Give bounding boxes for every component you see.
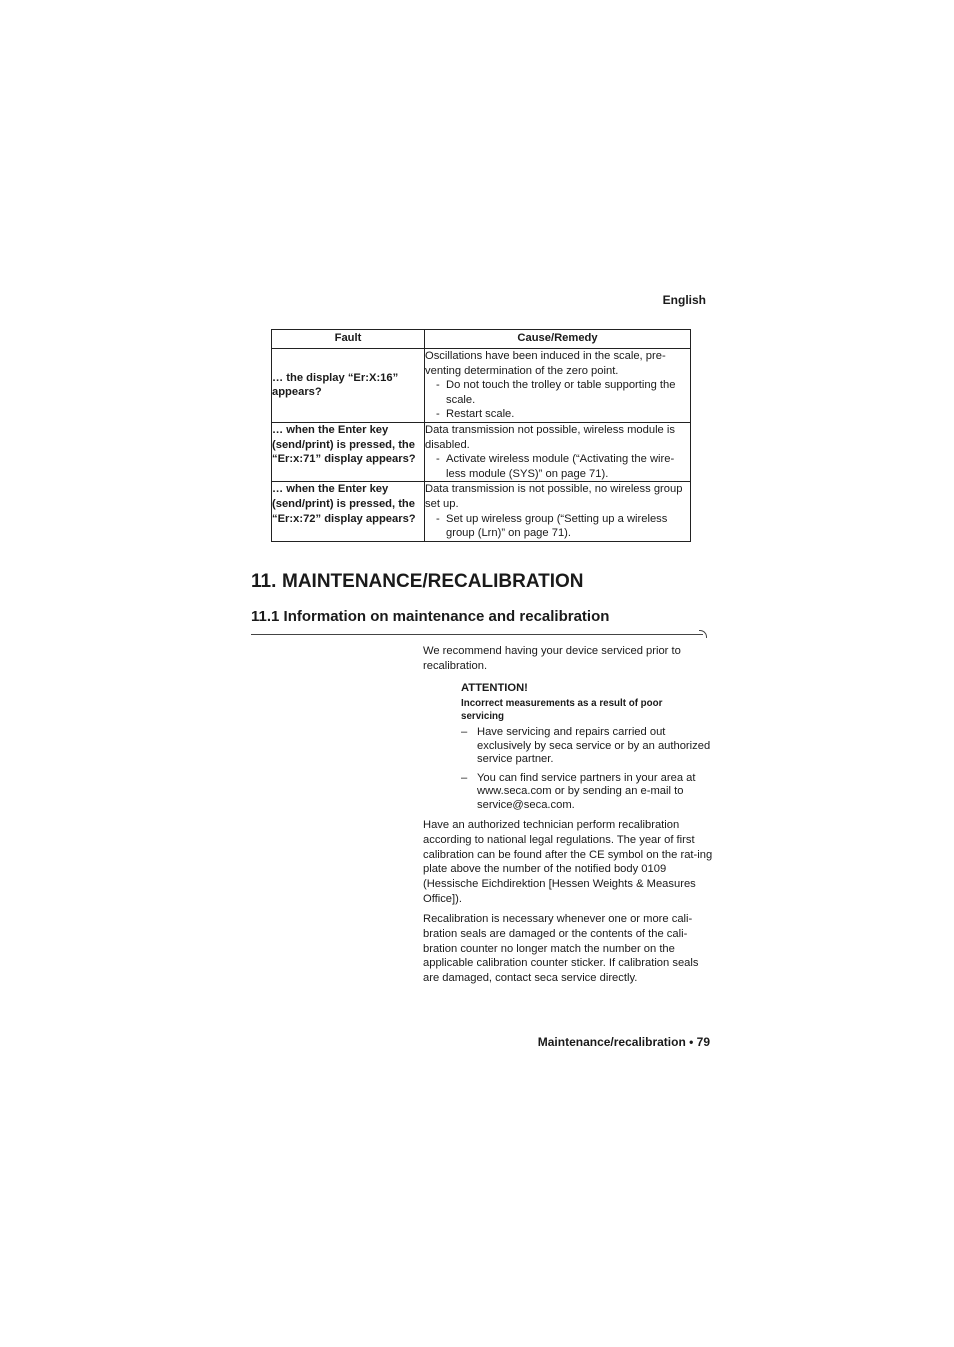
language-label: English bbox=[662, 293, 706, 307]
table-header-row bbox=[272, 330, 691, 349]
section-heading bbox=[251, 571, 584, 593]
cause-text: Oscillations have been induced in the scale, pre-venting determination of the zero point. bbox=[425, 350, 666, 377]
fault-cell bbox=[272, 482, 425, 541]
key-name: send/print bbox=[275, 497, 330, 510]
attention-subtitle: Incorrect measurements as a result of poor servicing bbox=[461, 698, 663, 722]
cause-cell bbox=[425, 482, 691, 541]
remedy-text: Do not touch the trolley or table supporting the scale. bbox=[446, 379, 676, 406]
cause-text: Data transmission not possible, wireless module is disabled. bbox=[425, 423, 675, 451]
remedy-item bbox=[425, 452, 690, 481]
key-name: send/print bbox=[275, 438, 330, 451]
fault-text: ) is pressed, the “Er:x:71” display appears? bbox=[272, 438, 416, 466]
remedy-text: Set up wireless group (“Setting up a wireless group (Lrn)” on page 71). bbox=[446, 512, 668, 540]
table-row bbox=[272, 349, 691, 423]
remedy-text: Activate wireless module (“Activating the wire-less module (SYS)” on page 71). bbox=[446, 453, 675, 480]
section-title: MAINTENANCE/RECALIBRATION bbox=[282, 571, 584, 592]
remedy-item bbox=[425, 378, 690, 407]
fault-table bbox=[271, 329, 691, 542]
list-item bbox=[461, 772, 713, 813]
technician-paragraph: Have an authorized technician perform recalibration according to national legal regulations. The year of first calibration can be found after the CE symbol on the rat-ing plate above the number of the notified body 0109 (Hessische Eichdirektion [Hessen Weights & Measures Office]). bbox=[423, 819, 713, 905]
page-footer: Maintenance/recalibration • 79 bbox=[537, 1035, 710, 1049]
list-item-text: You can find service partners in your area at www.seca.com or by sending an e-mail to service@seca.com. bbox=[477, 771, 696, 811]
bullet-mark: - bbox=[436, 512, 440, 525]
fault-text: ) is pressed, the “Er:x:72” display appears? bbox=[272, 497, 416, 525]
bullet-mark: - bbox=[436, 379, 440, 392]
fault-text: … when the Enter key ( bbox=[272, 423, 389, 451]
cause-column-header: Cause/Remedy bbox=[425, 330, 691, 349]
cause-cell bbox=[425, 349, 691, 423]
dash-mark: – bbox=[461, 771, 468, 784]
bullet-mark: - bbox=[436, 408, 440, 421]
remedy-item bbox=[425, 512, 690, 541]
dash-mark: – bbox=[461, 726, 468, 738]
table-row bbox=[272, 482, 691, 541]
heading-rule bbox=[251, 634, 703, 635]
table-row bbox=[272, 422, 691, 481]
recalibration-paragraph: Recalibration is necessary whenever one or more cali-bration seals are damaged or the contents of the cali-bration counter no longer match the number on the applicable calibration counter sticker. If calibration seals are damaged, contact seca service directly. bbox=[423, 913, 699, 985]
cause-cell bbox=[425, 422, 691, 481]
fault-text: … when the Enter key ( bbox=[272, 483, 389, 510]
heading-rule-hook bbox=[699, 630, 707, 638]
attention-title: ATTENTION! bbox=[461, 682, 528, 694]
remedy-text: Restart scale. bbox=[446, 408, 515, 421]
cause-text: Data transmission is not possible, no wireless group set up. bbox=[425, 483, 683, 510]
bullet-mark: - bbox=[436, 453, 440, 466]
list-item bbox=[461, 726, 713, 767]
subsection-heading: 11.1 Information on maintenance and recalibration bbox=[251, 608, 610, 625]
fault-column-header: Fault bbox=[272, 330, 425, 349]
remedy-item bbox=[425, 407, 690, 422]
section-number: 11. bbox=[251, 571, 277, 592]
fault-cell: … the display “Er:X:16” appears? bbox=[272, 349, 425, 423]
attention-list bbox=[461, 726, 713, 818]
fault-cell bbox=[272, 422, 425, 481]
list-item-text: Have servicing and repairs carried out exclusively by seca service or by an authorized service partner. bbox=[477, 726, 711, 766]
intro-paragraph: We recommend having your device serviced prior to recalibration. bbox=[423, 645, 681, 672]
